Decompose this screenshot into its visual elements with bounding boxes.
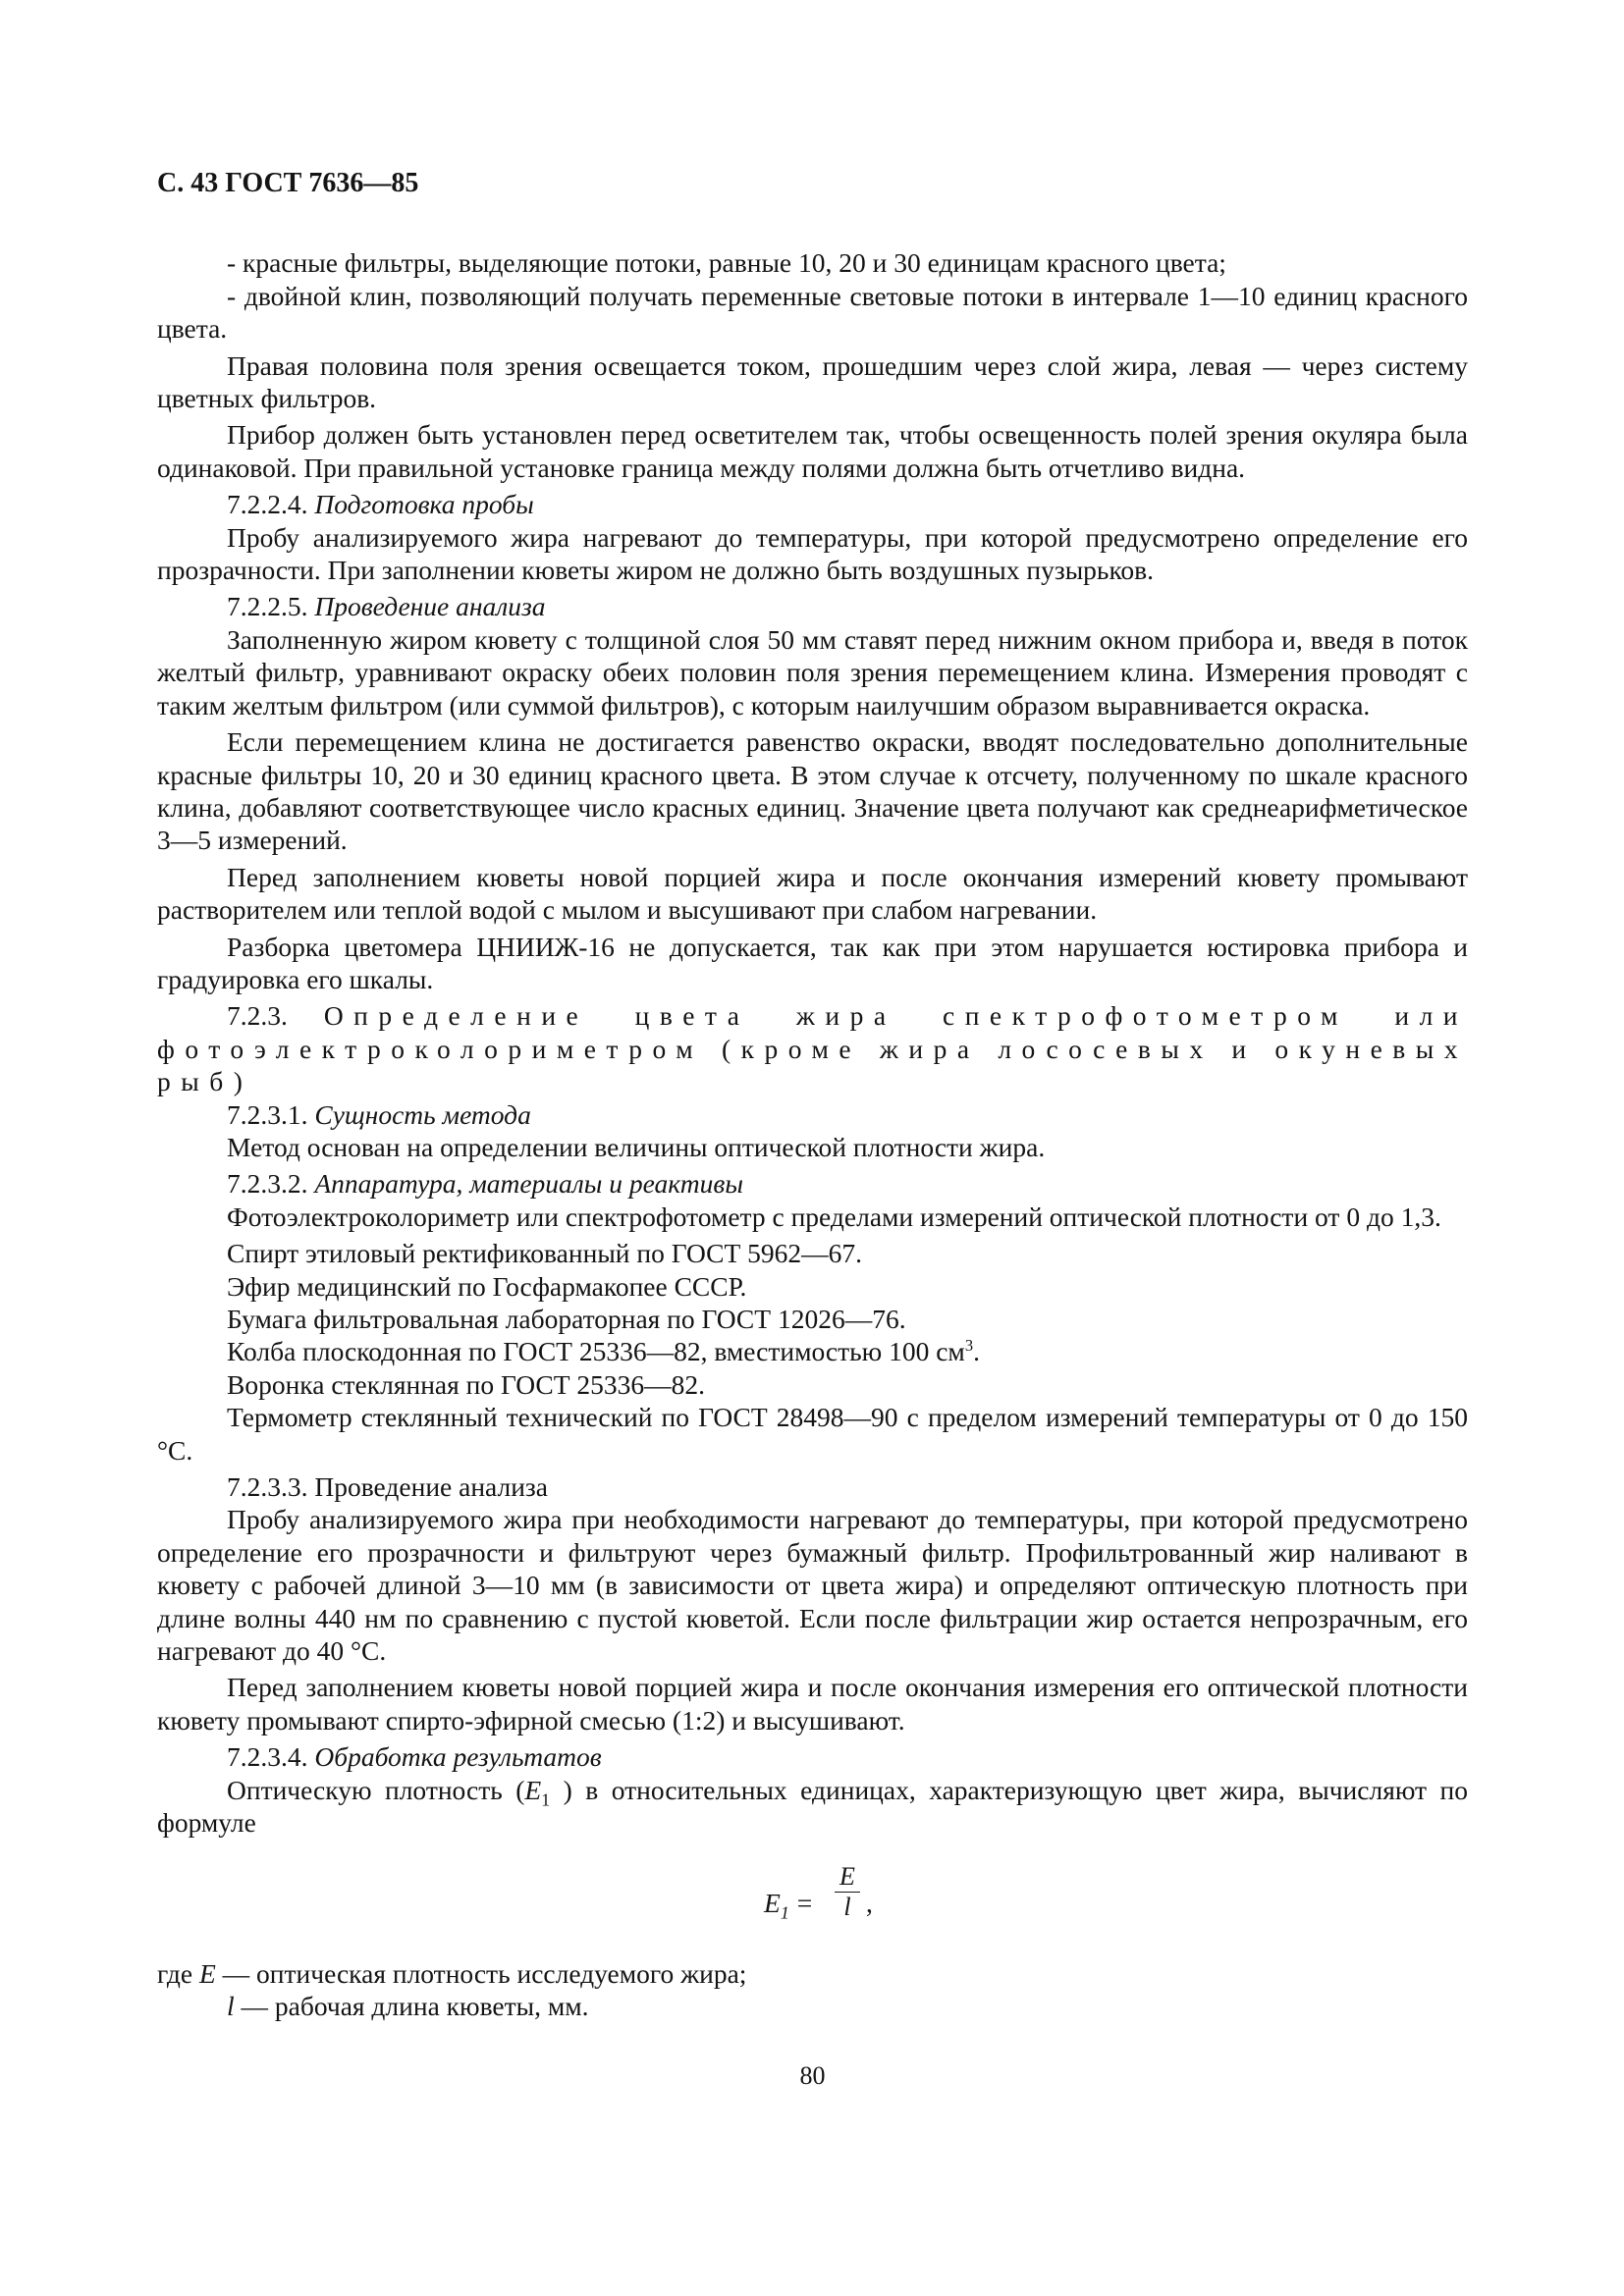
section-heading: 7.2.3.3. Проведение анализа [227, 1471, 548, 1503]
section-heading: 7.2.3.2. Аппаратура, материалы и реактивы [227, 1168, 743, 1200]
paragraph: Пробу анализируемого жира нагревают до температуры, при которой предусмотрено определение его прозрачности. При заполнении кюветы жиром не должно быть воздушных пузырьков. [157, 521, 1468, 586]
paragraph: Термометр стеклянный технический по ГОСТ 28498—90 с пределом измерений температуры от 0 до 150 °С. [157, 1402, 1468, 1466]
section-heading: 7.2.3.1. Сущность метода [227, 1098, 531, 1130]
paragraph: Заполненную жиром кювету с толщиной слоя 50 мм ставят перед нижним окном прибора и, введя в поток желтый фильтр, уравнивают окраску обеих половин поля зрения перемещением клина. Измерения проводят с таким желтым фильтром (или суммой фильтров), с которым наилучшим образом выравнивается окраска. [157, 623, 1468, 721]
section-heading: 7.2.3. Определение цвета жира спектрофотометром или фотоэлектроколориметром (кроме жира лососевых и окуневых рыб) [157, 1000, 1469, 1097]
paragraph: Если перемещением клина не достигается равенство окраски, вводят последовательно дополнительные красные фильтры 10, 20 и 30 единиц красного цвета. В этом случае к отсчету, полученному по шкале красного клина, добавляют соответствующее число красных единиц. Значение цвета получают как среднеарифметическое 3—5 измерений. [157, 726, 1468, 856]
formula-fraction [835, 1863, 860, 1921]
paragraph: Пробу анализируемого жира при необходимости нагревают до температуры, при которой предусмотрено определение его прозрачности и фильтруют через бумажный фильтр. Профильтрованный жир наливают в кювету с рабочей длиной 3—10 мм (в зависимости от цвета жира) и определяют оптическую плотность при длине волны 440 нм по сравнению с пустой кюветой. Если после фильтрации жир остается непрозрачным, его нагревают до 40 °С. [157, 1504, 1468, 1667]
list-item: Эфир медицинский по Госфармакопее СССР. [227, 1270, 747, 1302]
list-item: Спирт этиловый ректификованный по ГОСТ 5962—67. [227, 1238, 863, 1269]
paragraph: Перед заполнением кюветы новой порцией жира и после окончания измерения его оптической плотности кювету промывают спирто-эфирной смесью (1:2) и высушивают. [157, 1672, 1468, 1735]
paragraph: - красные фильтры, выделяющие потоки, равные 10, 20 и 30 единицам красного цвета; [227, 247, 1226, 279]
paragraph: - двойной клин, позволяющий получать переменные световые потоки в интервале 1—10 единиц красного цвета. [157, 280, 1468, 345]
paragraph: Фотоэлектроколориметр или спектрофотометр с пределами измерений оптической плотности от 0 до 1,3. [227, 1201, 1441, 1232]
legend-line: l — рабочая длина кюветы, мм. [227, 1990, 589, 2021]
list-item: Колба плоскодонная по ГОСТ 25336—82, вместимостью 100 $см^3$. [227, 1336, 980, 1367]
document-page [157, 167, 1469, 2090]
legend-line: где E — оптическая плотность исследуемого жира; [157, 1957, 747, 1989]
section-heading: 7.2.3.4. Обработка результатов [227, 1741, 602, 1773]
formula-lhs: $E_1$ = [764, 1887, 813, 1922]
paragraph: Правая половина поля зрения освещается током, прошедшим через слой жира, левая — через систему цветных фильтров. [157, 349, 1468, 414]
formula [157, 1857, 1468, 1948]
fraction-denominator: l [843, 1892, 851, 1921]
section-heading: 7.2.2.5. Проведение анализа [227, 591, 546, 622]
section-heading: 7.2.2.4. Подготовка пробы [227, 489, 534, 520]
paragraph: Перед заполнением кюветы новой порцией жира и после окончания измерений кювету промывают растворителем или теплой водой с мылом и высушивают при слабом нагревании. [157, 861, 1468, 926]
page-header: С. 43 ГОСТ 7636—85 [157, 168, 419, 198]
list-item: Воронка стеклянная по ГОСТ 25336—82. [227, 1368, 706, 1400]
page-number: 80 [799, 2061, 826, 2090]
paragraph: Метод основан на определении величины оптической плотности жира. [227, 1131, 1046, 1162]
paragraph: Прибор должен быть установлен перед осветителем так, чтобы освещенность полей зрения окуляра была одинаковой. При правильной установке граница между полями должна быть отчетливо видна. [157, 419, 1468, 483]
formula-comma: , [866, 1887, 873, 1918]
paragraph: Разборка цветомера ЦНИИЖ-16 не допускается, так как при этом нарушается юстировка прибора и градуировка его шкалы. [157, 931, 1468, 994]
list-item: Бумага фильтровальная лабораторная по ГОСТ 12026—76. [227, 1304, 906, 1334]
fraction-numerator: E [839, 1861, 855, 1891]
paragraph: Оптическую плотность ($E_1$ ) в относительных единицах, характеризующую цвет жира, вычисляют по формуле [157, 1774, 1468, 1839]
